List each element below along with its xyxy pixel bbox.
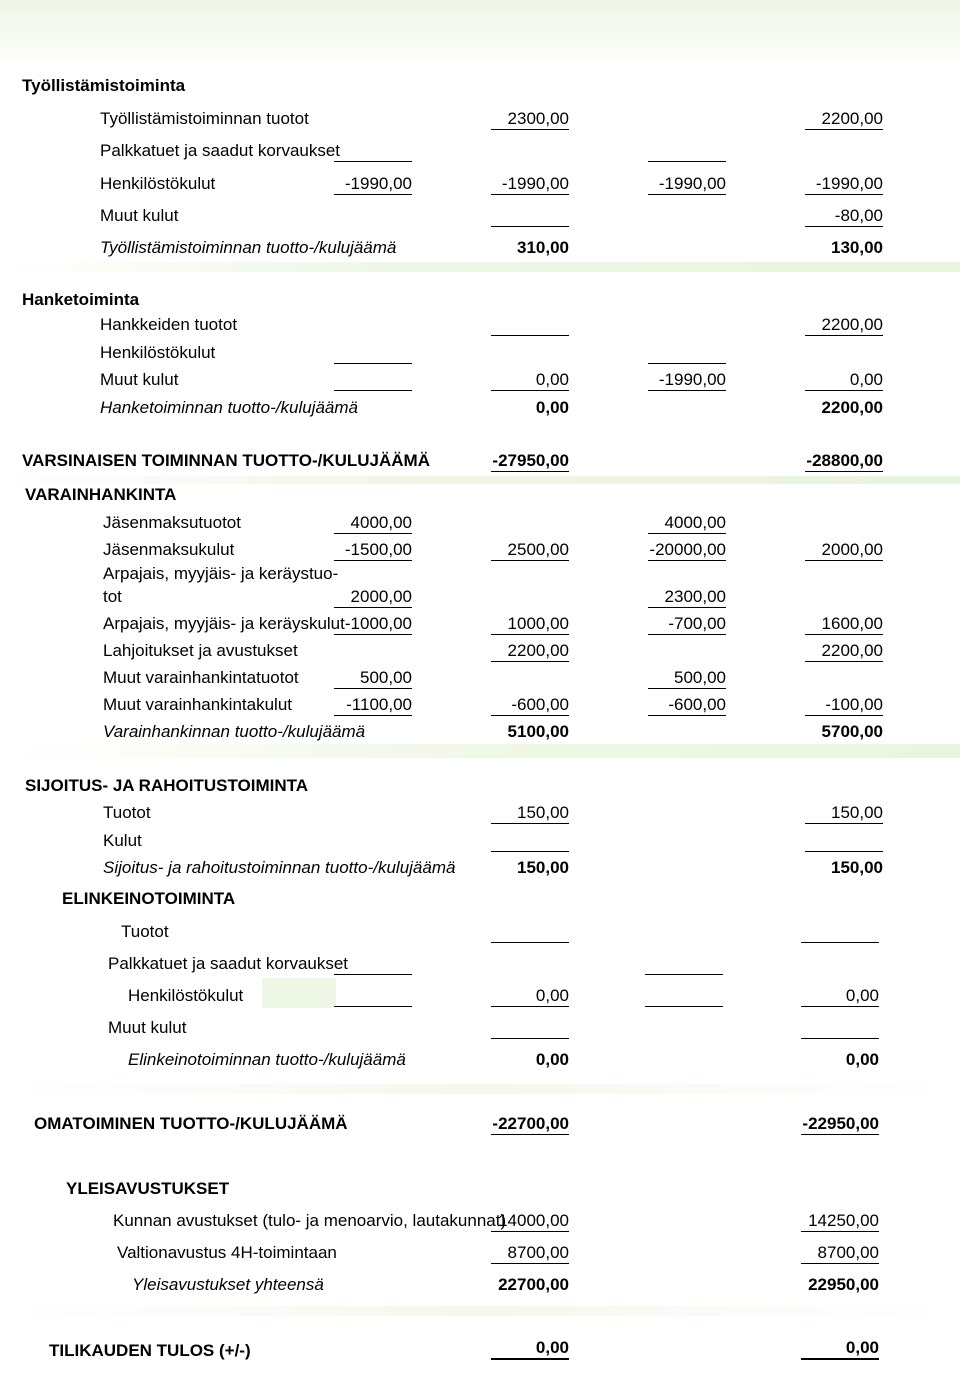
divider-band — [0, 1306, 960, 1316]
row-label: Jäsenmaksutuotot — [103, 513, 241, 532]
subtotal-value: 130,00 — [831, 238, 883, 257]
blank-cell-line — [801, 942, 879, 943]
value-cell: 2000,00 — [805, 540, 883, 561]
blank-cell-line — [805, 851, 883, 852]
row-label: Tuotot — [121, 922, 169, 941]
subtotal-value: 5100,00 — [507, 722, 569, 741]
row-label: Jäsenmaksukulut — [103, 540, 235, 559]
value-cell: 4000,00 — [648, 513, 726, 534]
value-cell: 2200,00 — [805, 315, 883, 336]
row-label: Kulut — [103, 831, 142, 850]
row-label: Henkilöstökulut — [128, 986, 244, 1005]
subtotal-label: Varainhankinnan tuotto-/kulujäämä — [103, 722, 366, 741]
row-label: Tuotot — [103, 803, 151, 822]
value-cell: -1990,00 — [648, 370, 726, 391]
value-cell: -1990,00 — [805, 174, 883, 195]
value-cell: 8700,00 — [491, 1243, 569, 1264]
row-label: Hankkeiden tuotot — [100, 315, 238, 334]
value-cell: 150,00 — [805, 803, 883, 824]
blank-cell-line — [491, 1038, 569, 1039]
value-cell: -1990,00 — [334, 174, 412, 195]
divider-band — [0, 476, 960, 484]
blank-cell-line — [334, 974, 412, 975]
value-cell: -1990,00 — [491, 174, 569, 195]
row-label: Arpajais, myyjäis- ja keräystuo- — [103, 564, 339, 583]
blank-cell-line — [334, 1006, 412, 1007]
section-title: ELINKEINOTOIMINTA — [62, 889, 236, 908]
value-cell: 2200,00 — [805, 641, 883, 662]
row-label: Palkkatuet ja saadut korvaukset — [108, 954, 349, 973]
main-total-value: -22950,00 — [802, 1114, 879, 1133]
value-cell: 0,00 — [491, 370, 569, 391]
subtotal-value: 150,00 — [831, 858, 883, 877]
blank-cell-line — [491, 335, 569, 336]
result-label: TILIKAUDEN TULOS (+/-) — [49, 1341, 251, 1360]
value-cell: 8700,00 — [801, 1243, 879, 1264]
row-label: Työllistämistoiminnan tuotot — [100, 109, 309, 128]
subtotal-label: Hanketoiminnan tuotto-/kulujäämä — [100, 398, 358, 417]
value-cell: 0,00 — [805, 370, 883, 391]
highlight-patch — [262, 978, 336, 1008]
divider-band — [0, 1084, 960, 1094]
value-cell: 0,00 — [801, 986, 879, 1007]
blank-cell-line — [491, 851, 569, 852]
subtotal-value: 5700,00 — [821, 722, 883, 741]
value-cell: -1100,00 — [334, 695, 412, 716]
subtotal-value: 150,00 — [517, 858, 569, 877]
value-cell: 2000,00 — [334, 587, 412, 608]
main-total-value: -22700,00 — [492, 1114, 569, 1133]
value-cell: 14250,00 — [801, 1211, 879, 1232]
value-cell: 2200,00 — [491, 641, 569, 662]
header-band — [0, 0, 960, 64]
row-label: Henkilöstökulut — [100, 174, 216, 193]
subtotal-value: 2200,00 — [821, 398, 883, 417]
value-cell: 1600,00 — [805, 614, 883, 635]
subtotal-value: 22950,00 — [808, 1275, 879, 1294]
blank-cell-line — [645, 974, 723, 975]
row-label: tot — [103, 587, 122, 606]
blank-cell-line — [491, 226, 569, 227]
value-cell: 1000,00 — [491, 614, 569, 635]
row-label: Arpajais, myyjäis- ja keräyskulut — [103, 614, 345, 633]
blank-cell-line — [334, 161, 412, 162]
blank-cell-line — [334, 363, 412, 364]
value-cell: -700,00 — [648, 614, 726, 635]
blank-cell-line — [645, 1006, 723, 1007]
value-cell: 2300,00 — [648, 587, 726, 608]
row-label: Muut varainhankintatuotot — [103, 668, 299, 687]
value-cell: 500,00 — [334, 668, 412, 689]
value-cell: 2300,00 — [491, 109, 569, 130]
value-cell: 2500,00 — [491, 540, 569, 561]
blank-cell-line — [491, 942, 569, 943]
result-value: 0,00 — [801, 1338, 879, 1360]
divider-band — [0, 744, 960, 758]
section-title: VARAINHANKINTA — [25, 485, 177, 504]
main-total-label: VARSINAISEN TOIMINNAN TUOTTO-/KULUJÄÄMÄ — [22, 451, 430, 470]
row-label: Muut kulut — [100, 206, 179, 225]
subtotal-value: 0,00 — [845, 1050, 879, 1069]
row-label: Muut kulut — [108, 1018, 187, 1037]
value-cell: -80,00 — [805, 206, 883, 227]
section-title: SIJOITUS- JA RAHOITUSTOIMINTA — [25, 776, 309, 795]
result-value: 0,00 — [491, 1338, 569, 1360]
blank-cell-line — [334, 390, 412, 391]
subtotal-value: 0,00 — [535, 1050, 569, 1069]
row-label: Valtionavustus 4H-toimintaan — [117, 1243, 337, 1262]
row-label: Palkkatuet ja saadut korvaukset — [100, 141, 341, 160]
value-cell: 0,00 — [491, 986, 569, 1007]
value-cell: 14000,00 — [491, 1211, 569, 1232]
row-label: Henkilöstökulut — [100, 343, 216, 362]
value-cell: 2200,00 — [805, 109, 883, 130]
value-cell: -600,00 — [491, 695, 569, 716]
blank-cell-line — [648, 161, 726, 162]
value-cell: -600,00 — [648, 695, 726, 716]
divider-band — [0, 262, 960, 272]
subtotal-value: 0,00 — [535, 398, 569, 417]
section-title: Hanketoiminta — [22, 290, 140, 309]
row-label: Lahjoitukset ja avustukset — [103, 641, 298, 660]
value-cell: 150,00 — [491, 803, 569, 824]
value-cell: -1990,00 — [648, 174, 726, 195]
blank-cell-line — [801, 1038, 879, 1039]
value-cell: 500,00 — [648, 668, 726, 689]
value-cell: -1500,00 — [334, 540, 412, 561]
subtotal-label: Sijoitus- ja rahoitustoiminnan tuotto-/kulujäämä — [103, 858, 456, 877]
subtotal-value: 310,00 — [517, 238, 569, 257]
row-label: Kunnan avustukset (tulo- ja menoarvio, lautakunnat) — [113, 1211, 507, 1230]
section-title: YLEISAVUSTUKSET — [66, 1179, 230, 1198]
subtotal-value: 22700,00 — [498, 1275, 569, 1294]
main-total-value: -28800,00 — [806, 451, 883, 470]
row-label: Muut varainhankintakulut — [103, 695, 293, 714]
section-title: Työllistämistoiminta — [22, 76, 186, 95]
subtotal-label: Yleisavustukset yhteensä — [132, 1275, 324, 1294]
row-label: Muut kulut — [100, 370, 179, 389]
subtotal-label: Elinkeinotoiminnan tuotto-/kulujäämä — [128, 1050, 406, 1069]
main-total-label: OMATOIMINEN TUOTTO-/KULUJÄÄMÄ — [34, 1114, 348, 1133]
value-cell: 4000,00 — [334, 513, 412, 534]
subtotal-label: Työllistämistoiminnan tuotto-/kulujäämä — [100, 238, 397, 257]
value-cell: -1000,00 — [334, 614, 412, 635]
value-cell: -100,00 — [805, 695, 883, 716]
blank-cell-line — [648, 363, 726, 364]
value-cell: -20000,00 — [649, 540, 726, 559]
main-total-value: -27950,00 — [492, 451, 569, 470]
